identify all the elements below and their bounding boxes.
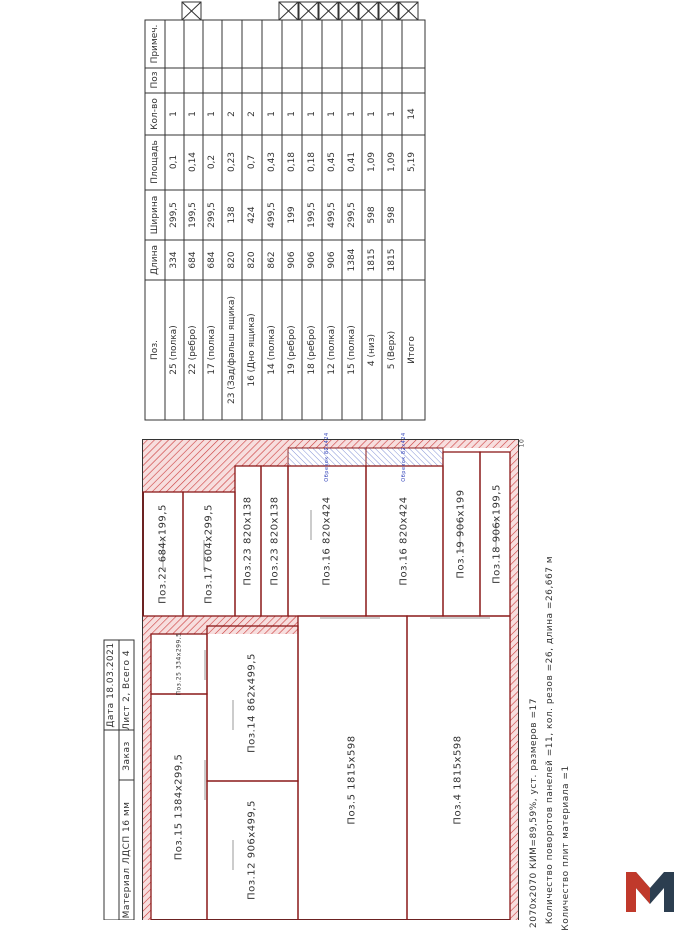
table-cell-length: 1815 [367, 248, 377, 272]
table-cell-qty: 1 [267, 111, 277, 117]
table-cell-width: 424 [247, 206, 257, 224]
table-cell-qty: 1 [207, 111, 217, 117]
table-header-cell: Длина [150, 244, 160, 276]
table-header-cell: Ширина [150, 195, 160, 235]
table-cell-pos: 25 (полка) [169, 325, 179, 375]
table-total-label: Итого [407, 336, 417, 364]
table-cell-qty: 1 [307, 111, 317, 117]
table-cell-length: 1815 [387, 248, 397, 272]
part-18-label: Поз.18 906х199,5 [491, 484, 503, 584]
parts-table-grid [145, 20, 425, 420]
table-total-qty: 14 [407, 108, 417, 120]
table-cell-area: 0,18 [307, 151, 317, 173]
part-19-label: Поз.19 906х199 [455, 489, 467, 579]
part-25-label: Поз.25 334х299,5 [175, 632, 183, 696]
table-cell-area: 0,18 [287, 151, 297, 173]
table-header-cell: Поз. [150, 340, 160, 360]
info-line-1: 2070х2070 КИМ=89,59%, уст. размеров =17 [529, 698, 539, 928]
table-cell-width: 199,5 [307, 202, 317, 228]
part-23b-label: Поз.23 820х138 [269, 496, 281, 586]
table-cell-length: 906 [307, 251, 317, 269]
sheet-label: Лист 2, Всего 4 [122, 649, 132, 731]
table-cell-width: 299,5 [169, 202, 179, 228]
table-cell-qty: 1 [169, 111, 179, 117]
waste-left [143, 616, 151, 920]
row-check-marks [182, 2, 418, 20]
table-cell-pos: 15 (полка) [347, 325, 357, 375]
waste-corner-2 [183, 448, 235, 492]
table-cell-qty: 2 [247, 111, 257, 117]
trim-top [143, 440, 518, 448]
table-cell-pos: 22 (ребро) [188, 325, 198, 375]
table-cell-width: 299,5 [347, 202, 357, 228]
table-cell-length: 684 [207, 251, 217, 269]
table-cell-length: 906 [327, 251, 337, 269]
table-cell-area: 1,09 [367, 151, 377, 173]
table-cell-length: 820 [247, 251, 257, 269]
waste-corner-1 [143, 440, 183, 492]
order-label: Заказ [122, 741, 132, 771]
part-14-label: Поз.14 862х499,5 [246, 653, 258, 753]
table-total-area: 5,19 [407, 151, 417, 173]
table-cell-pos: 4 (низ) [367, 333, 377, 367]
table-cell-width: 299,5 [207, 202, 217, 228]
table-cell-area: 0,1 [169, 154, 179, 170]
table-cell-qty: 1 [347, 111, 357, 117]
table-cell-pos: 5 (Верх) [387, 330, 397, 370]
table-cell-qty: 1 [367, 111, 377, 117]
offcut-1-label: Обрезок 82х424 [324, 432, 330, 482]
table-cell-pos: 16 (Дно ящика) [247, 313, 257, 387]
table-cell-width: 199,5 [188, 202, 198, 228]
table-cell-pos: 19 (ребро) [287, 325, 297, 375]
table-cell-pos: 18 (ребро) [307, 325, 317, 375]
part-4-label: Поз.4 1815х598 [452, 735, 464, 825]
table-cell-qty: 1 [387, 111, 397, 117]
part-15-label: Поз.15 1384х299,5 [173, 753, 185, 861]
table-cell-pos: 23 (Зад/фальш ящика) [227, 296, 237, 404]
table-cell-pos: 14 (полка) [267, 325, 277, 375]
part-23a-label: Поз.23 820х138 [242, 496, 254, 586]
offcut-2-label: Обрезок 82х424 [401, 432, 407, 482]
corner-mark: 10 [518, 438, 526, 448]
table-cell-width: 598 [387, 206, 397, 224]
table-header-cell: Кол-во [150, 98, 160, 130]
part-17-label: Поз.17 604х299,5 [203, 504, 215, 604]
waste-strip [143, 616, 298, 634]
table-cell-qty: 1 [287, 111, 297, 117]
table-cell-width: 499,5 [267, 202, 277, 228]
table-cell-pos: 12 (полка) [327, 325, 337, 375]
table-cell-length: 334 [169, 251, 179, 269]
table-cell-qty: 1 [188, 111, 198, 117]
table-header-cell: Поз [150, 71, 160, 89]
table-cell-area: 0,7 [247, 154, 257, 170]
waste-small [235, 448, 287, 466]
table-cell-length: 1384 [347, 248, 357, 272]
material-label: Материал ЛДСП 16 мм [122, 801, 132, 919]
info-line-2: Количество поворотов панелей =11, кол. резов =26, длина =26,667 м [545, 555, 555, 925]
table-header-cell: Площадь [150, 140, 160, 184]
info-line-3: Количество плит материала =1 [561, 765, 571, 931]
part-16b-label: Поз.16 820х424 [398, 496, 410, 586]
table-cell-width: 199 [287, 206, 297, 224]
table-cell-pos: 17 (полка) [207, 325, 217, 375]
table-header-cell: Примеч. [150, 24, 160, 64]
table-cell-length: 684 [188, 251, 198, 269]
table-cell-area: 0,45 [327, 151, 337, 173]
table-cell-area: 0,43 [267, 151, 277, 173]
table-cell-qty: 2 [227, 111, 237, 117]
table-cell-area: 0,2 [207, 154, 217, 170]
part-12-label: Поз.12 906х499,5 [246, 800, 258, 900]
table-cell-length: 820 [227, 251, 237, 269]
date-label: Дата 18.03.2021 [106, 642, 116, 728]
table-cell-length: 862 [267, 251, 277, 269]
logo-icon [622, 868, 678, 916]
part-22-label: Поз.22 684х199,5 [157, 504, 169, 604]
part-16a-label: Поз.16 820х424 [321, 496, 333, 586]
table-cell-width: 499,5 [327, 202, 337, 228]
table-cell-area: 1,09 [387, 151, 397, 173]
table-cell-area: 0,23 [227, 151, 237, 173]
part-5-label: Поз.5 1815х598 [346, 735, 358, 825]
trim-right [510, 440, 518, 920]
table-cell-length: 906 [287, 251, 297, 269]
table-cell-width: 138 [227, 206, 237, 224]
table-cell-qty: 1 [327, 111, 337, 117]
table-cell-area: 0,14 [188, 151, 198, 173]
table-cell-area: 0,41 [347, 151, 357, 173]
table-cell-width: 598 [367, 206, 377, 224]
